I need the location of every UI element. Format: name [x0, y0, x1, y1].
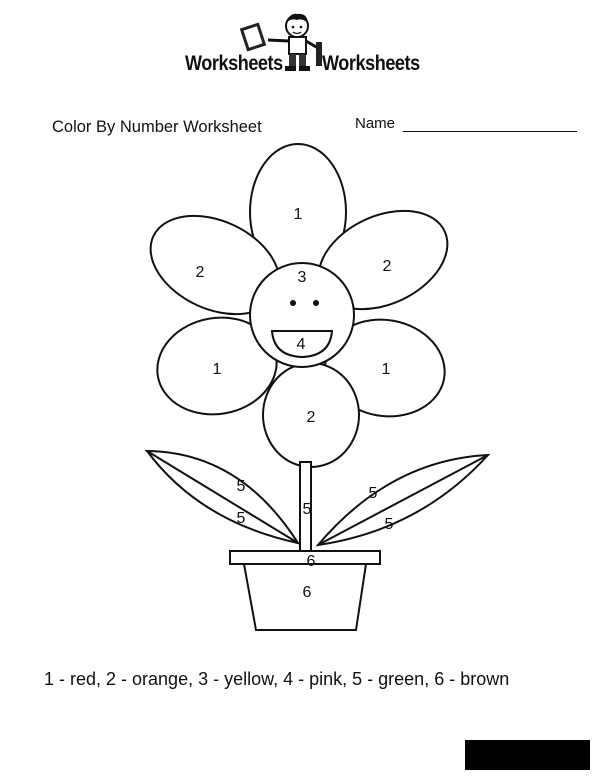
number-leaf-right-lower: 5: [384, 516, 394, 533]
number-pot-rim: 6: [306, 553, 316, 570]
worksheet-title: Color By Number Worksheet: [52, 118, 262, 136]
left-eye: [290, 300, 296, 306]
number-petal-lower-left: 1: [212, 361, 222, 378]
name-label: Name: [355, 115, 396, 132]
logo-text-left: Worksheets: [185, 52, 283, 75]
pot-rim[interactable]: [230, 551, 380, 564]
number-petal-upper-left: 2: [195, 264, 205, 281]
number-petal-top: 1: [293, 206, 303, 223]
logo-text-right: Worksheets: [322, 52, 420, 75]
number-stem: 5: [302, 501, 312, 518]
right-eye: [313, 300, 319, 306]
number-leaf-right-upper: 5: [368, 485, 378, 502]
number-face: 3: [297, 269, 307, 286]
color-legend: 1 - red, 2 - orange, 3 - yellow, 4 - pink, 5 - green, 6 - brown: [44, 669, 510, 689]
footer-bar: [465, 740, 590, 770]
number-mouth: 4: [296, 336, 306, 353]
number-petal-upper-right: 2: [382, 258, 392, 275]
number-petal-lower-right: 1: [381, 361, 391, 378]
number-petal-bottom: 2: [306, 409, 316, 426]
number-pot: 6: [302, 584, 312, 601]
number-leaf-left-upper: 5: [236, 478, 246, 495]
number-leaf-left-lower: 5: [236, 510, 246, 527]
